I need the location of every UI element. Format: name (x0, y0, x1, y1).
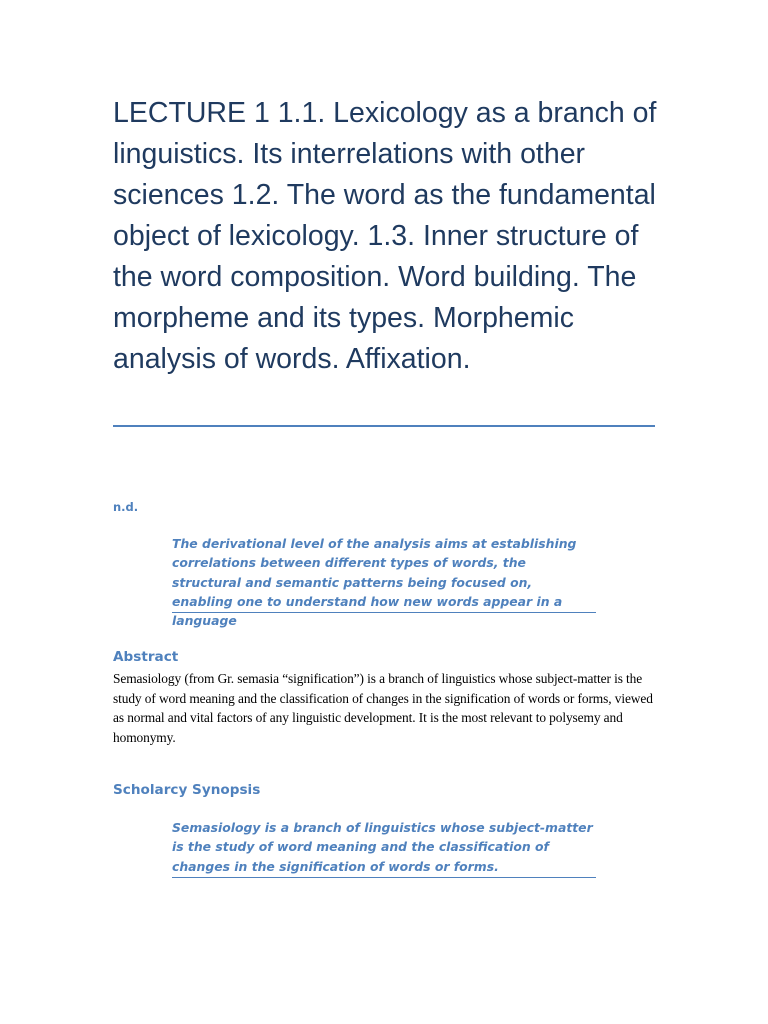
highlight-quote: The derivational level of the analysis aims at establishing correlations between different types of words, the structural and semantic patterns being focused on, enabling one to understand how new words appear in a language (172, 536, 577, 629)
title-divider (113, 425, 655, 427)
synopsis-quote: Semasiology is a branch of linguistics whose subject-matter is the study of word meaning and the classification of changes in the signification of words or forms. (172, 820, 593, 874)
abstract-heading: Abstract (113, 649, 179, 665)
synopsis-heading: Scholarcy Synopsis (113, 782, 261, 798)
synopsis-divider (172, 877, 596, 878)
abstract-text: Semasiology (from Gr. semasia “signification”) is a branch of linguistics whose subject-matter is the study of word meaning and the classification of changes in the signification of words or forms, viewed as normal and vital factors of any linguistic development. It is the most relevant to polysemy and homonymy. (113, 671, 653, 745)
document-title: LECTURE 1 1.1. Lexicology as a branch of linguistics. Its interrelations with other sciences 1.2. The word as the fundamental object of lexicology. 1.3. Inner structure of the word composition. Word building. The morpheme and its types. Morphemic analysis of words. Affixation. (113, 97, 657, 375)
quote-divider (172, 612, 596, 613)
publication-date: n.d. (113, 500, 139, 514)
